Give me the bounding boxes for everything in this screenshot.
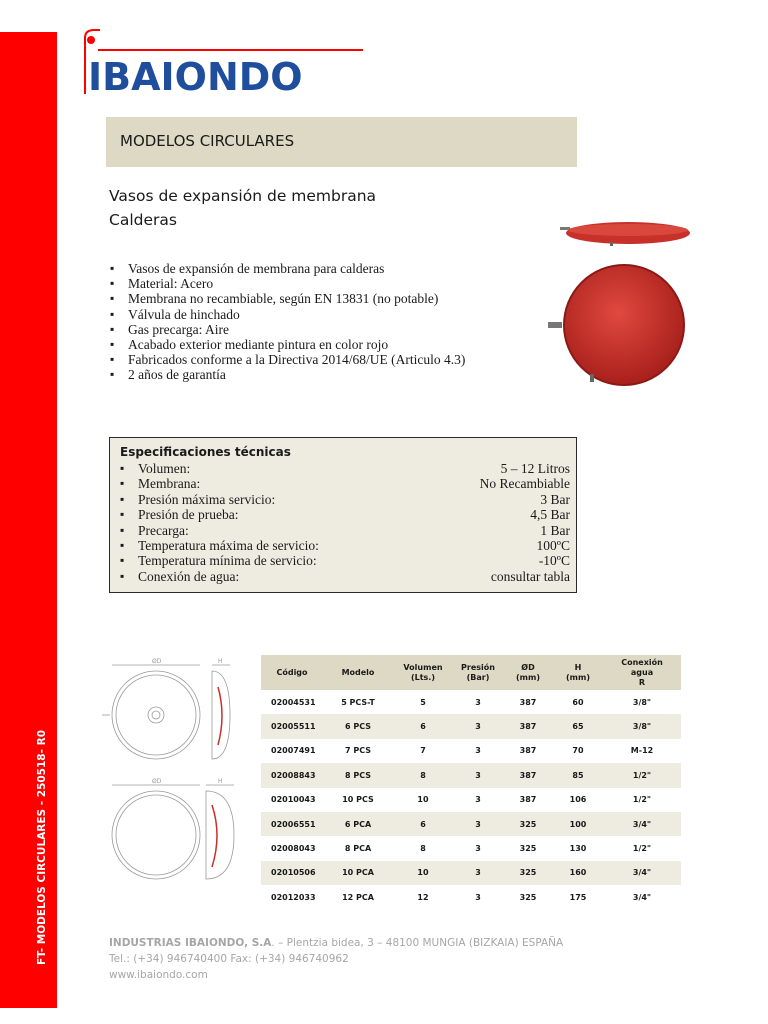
table-cell: 02007491	[271, 746, 316, 756]
table-row	[261, 739, 681, 763]
table-cell: 130	[569, 844, 587, 854]
spec-item	[120, 476, 570, 491]
spec-label: ▪ Temperatura máxima de servicio:	[138, 538, 319, 554]
spec-label: ▪ Presión de prueba:	[138, 507, 239, 523]
specifications-box	[109, 437, 577, 593]
table-cell: M-12	[630, 746, 654, 756]
table-cell: 3/4"	[603, 812, 681, 836]
table-cell: 8 PCA	[344, 844, 372, 854]
header-codigo: Código	[261, 655, 323, 690]
table-cell: 3	[453, 861, 503, 885]
table-cell: 8	[393, 763, 453, 787]
table-cell: 387	[519, 795, 537, 805]
table-cell: 3	[475, 844, 481, 854]
spec-label: ▪ Conexión de agua:	[138, 568, 240, 584]
spec-item	[120, 569, 570, 584]
product-title	[109, 184, 376, 232]
feature-item: ▪ Gas precarga: Aire	[110, 322, 550, 337]
feature-list	[110, 261, 550, 383]
table-cell: 6	[393, 812, 453, 836]
spec-value: 1 Bar	[540, 522, 570, 538]
table-row	[261, 812, 681, 836]
spec-label: ▪ Membrana:	[138, 476, 201, 492]
feature-item: ▪ 2 años de garantía	[110, 367, 550, 382]
table-row	[261, 861, 681, 885]
table-cell: 10 PCA	[323, 861, 393, 885]
document-reference: FT- MODELOS CIRCULARES - 250518- R0	[36, 729, 48, 965]
vessel-side-photo	[560, 218, 692, 248]
footer-phone: Tel.: (+34) 946740400 Fax: (+34) 946740962	[109, 953, 349, 965]
specifications-title: Especificaciones técnicas	[120, 445, 291, 459]
spec-label: ▪ Precarga:	[138, 522, 189, 538]
spec-item	[120, 507, 570, 522]
table-cell: 387	[519, 746, 537, 756]
table-cell: 5 PCS-T	[341, 697, 375, 707]
section-title: MODELOS CIRCULARES	[120, 132, 295, 150]
table-cell: 325	[503, 812, 553, 836]
table-cell: 1/2"	[603, 763, 681, 787]
table-cell: 85	[553, 763, 603, 787]
table-cell: 12 PCA	[342, 892, 374, 902]
specifications-list	[120, 461, 570, 584]
footer	[109, 935, 563, 983]
footer-address: . – Plentzia bidea, 3 – 48100 MUNGIA (BIZKAIA) ESPAÑA	[271, 937, 564, 949]
spec-value: 4,5 Bar	[530, 507, 570, 523]
product-title-line2: Calderas	[109, 211, 177, 229]
diameter-label: ØD	[152, 658, 162, 665]
models-table	[261, 655, 681, 910]
height-label: H	[218, 778, 223, 785]
table-cell: 387	[519, 697, 537, 707]
table-cell: 3/8"	[632, 697, 652, 707]
footer-address-line	[109, 935, 563, 951]
spec-label: ▪ Temperatura mínima de servicio:	[138, 553, 317, 569]
product-title-line1: Vasos de expansión de membrana	[109, 187, 377, 205]
table-cell: 387	[503, 714, 553, 738]
spec-value: 3 Bar	[540, 491, 570, 507]
header-volumen: Volumen (Lts.)	[393, 655, 453, 690]
header-presion: Presión (Bar)	[453, 655, 503, 690]
table-row	[261, 690, 681, 714]
table-cell: 325	[503, 861, 553, 885]
header-diametro: ØD (mm)	[503, 655, 553, 690]
spec-value: 100ºC	[536, 538, 570, 554]
table-cell: 02012033	[271, 892, 316, 902]
table-cell: 10 PCS	[342, 795, 374, 805]
table-cell: 3/4"	[632, 892, 652, 902]
table-cell: 5	[420, 697, 426, 707]
table-cell: 3	[453, 714, 503, 738]
table-cell: 7 PCS	[345, 746, 371, 756]
spec-item	[120, 553, 570, 568]
table-cell: 100	[553, 812, 603, 836]
feature-item: ▪ Válvula de hinchado	[110, 307, 550, 322]
table-cell: 3	[475, 892, 481, 902]
table-cell: 3	[475, 746, 481, 756]
table-cell: 02005511	[261, 714, 323, 738]
section-header	[106, 117, 577, 167]
table-cell: 8 PCS	[323, 763, 393, 787]
spec-value: -10ºC	[538, 553, 570, 569]
table-cell: 02006551	[261, 812, 323, 836]
table-cell: 70	[572, 746, 584, 756]
table-cell: 3/8"	[603, 714, 681, 738]
table-cell: 325	[519, 844, 537, 854]
table-body	[261, 690, 681, 910]
header-altura: H (mm)	[553, 655, 603, 690]
table-cell: 65	[553, 714, 603, 738]
table-cell: 7	[420, 746, 426, 756]
footer-company: INDUSTRIAS IBAIONDO, S.A	[109, 937, 272, 949]
table-cell: 10	[393, 861, 453, 885]
table-row	[261, 836, 681, 860]
vessel-front-photo	[548, 264, 698, 386]
spec-label: ▪ Presión máxima servicio:	[138, 491, 276, 507]
table-cell: 3	[475, 697, 481, 707]
table-cell: 175	[569, 892, 587, 902]
table-cell: 02010043	[271, 795, 316, 805]
header-conexion: Conexión agua R	[603, 655, 681, 690]
table-cell: 3/4"	[603, 861, 681, 885]
table-cell: 10	[417, 795, 429, 805]
table-cell: 387	[503, 763, 553, 787]
table-cell: 02008843	[261, 763, 323, 787]
feature-item: ▪ Vasos de expansión de membrana para calderas	[110, 261, 550, 276]
table-row	[261, 788, 681, 812]
table-cell: 6 PCA	[323, 812, 393, 836]
table-cell: 106	[569, 795, 587, 805]
table-header-row	[261, 655, 681, 690]
table-cell: 12	[417, 892, 429, 902]
table-row	[261, 885, 681, 909]
table-cell: 3	[453, 812, 503, 836]
svg-text:IBAIONDO: IBAIONDO	[88, 55, 303, 96]
spec-item	[120, 461, 570, 476]
table-cell: 6 PCS	[323, 714, 393, 738]
footer-web: www.ibaiondo.com	[109, 969, 208, 981]
diameter-label: ØD	[152, 778, 162, 785]
table-cell: 60	[572, 697, 584, 707]
table-cell: 02004531	[271, 697, 316, 707]
table-cell: 1/2"	[632, 844, 652, 854]
table-cell: 325	[519, 892, 537, 902]
table-row	[261, 714, 681, 738]
spec-value: consultar tabla	[490, 568, 570, 584]
spec-label: ▪ Volumen:	[138, 461, 191, 476]
table-cell: 160	[553, 861, 603, 885]
feature-item: ▪ Membrana no recambiable, según EN 13831 (no potable)	[110, 291, 550, 306]
brand-logo	[78, 26, 368, 96]
header-modelo: Modelo	[323, 655, 393, 690]
side-color-bar	[0, 32, 57, 1008]
feature-item: ▪ Fabricados conforme a la Directiva 2014/68/UE (Articulo 4.3)	[110, 352, 550, 367]
table-cell: 02010506	[261, 861, 323, 885]
spec-value: No Recambiable	[479, 476, 570, 492]
height-label: H	[218, 658, 223, 665]
feature-item: ▪ Material: Acero	[110, 276, 550, 291]
spec-item	[120, 523, 570, 538]
table-cell: 6	[393, 714, 453, 738]
feature-item: ▪ Acabado exterior mediante pintura en color rojo	[110, 337, 550, 352]
table-cell: 8	[420, 844, 426, 854]
models-table-container	[261, 655, 681, 910]
spec-value: 5 – 12 Litros	[500, 461, 570, 476]
table-row	[261, 763, 681, 787]
table-cell: 3	[453, 763, 503, 787]
spec-item	[120, 538, 570, 553]
table-cell: 02008043	[271, 844, 316, 854]
logo-graphic	[78, 26, 368, 96]
table-cell: 3	[475, 795, 481, 805]
technical-drawings	[100, 655, 250, 895]
spec-item	[120, 492, 570, 507]
table-cell: 1/2"	[632, 795, 652, 805]
